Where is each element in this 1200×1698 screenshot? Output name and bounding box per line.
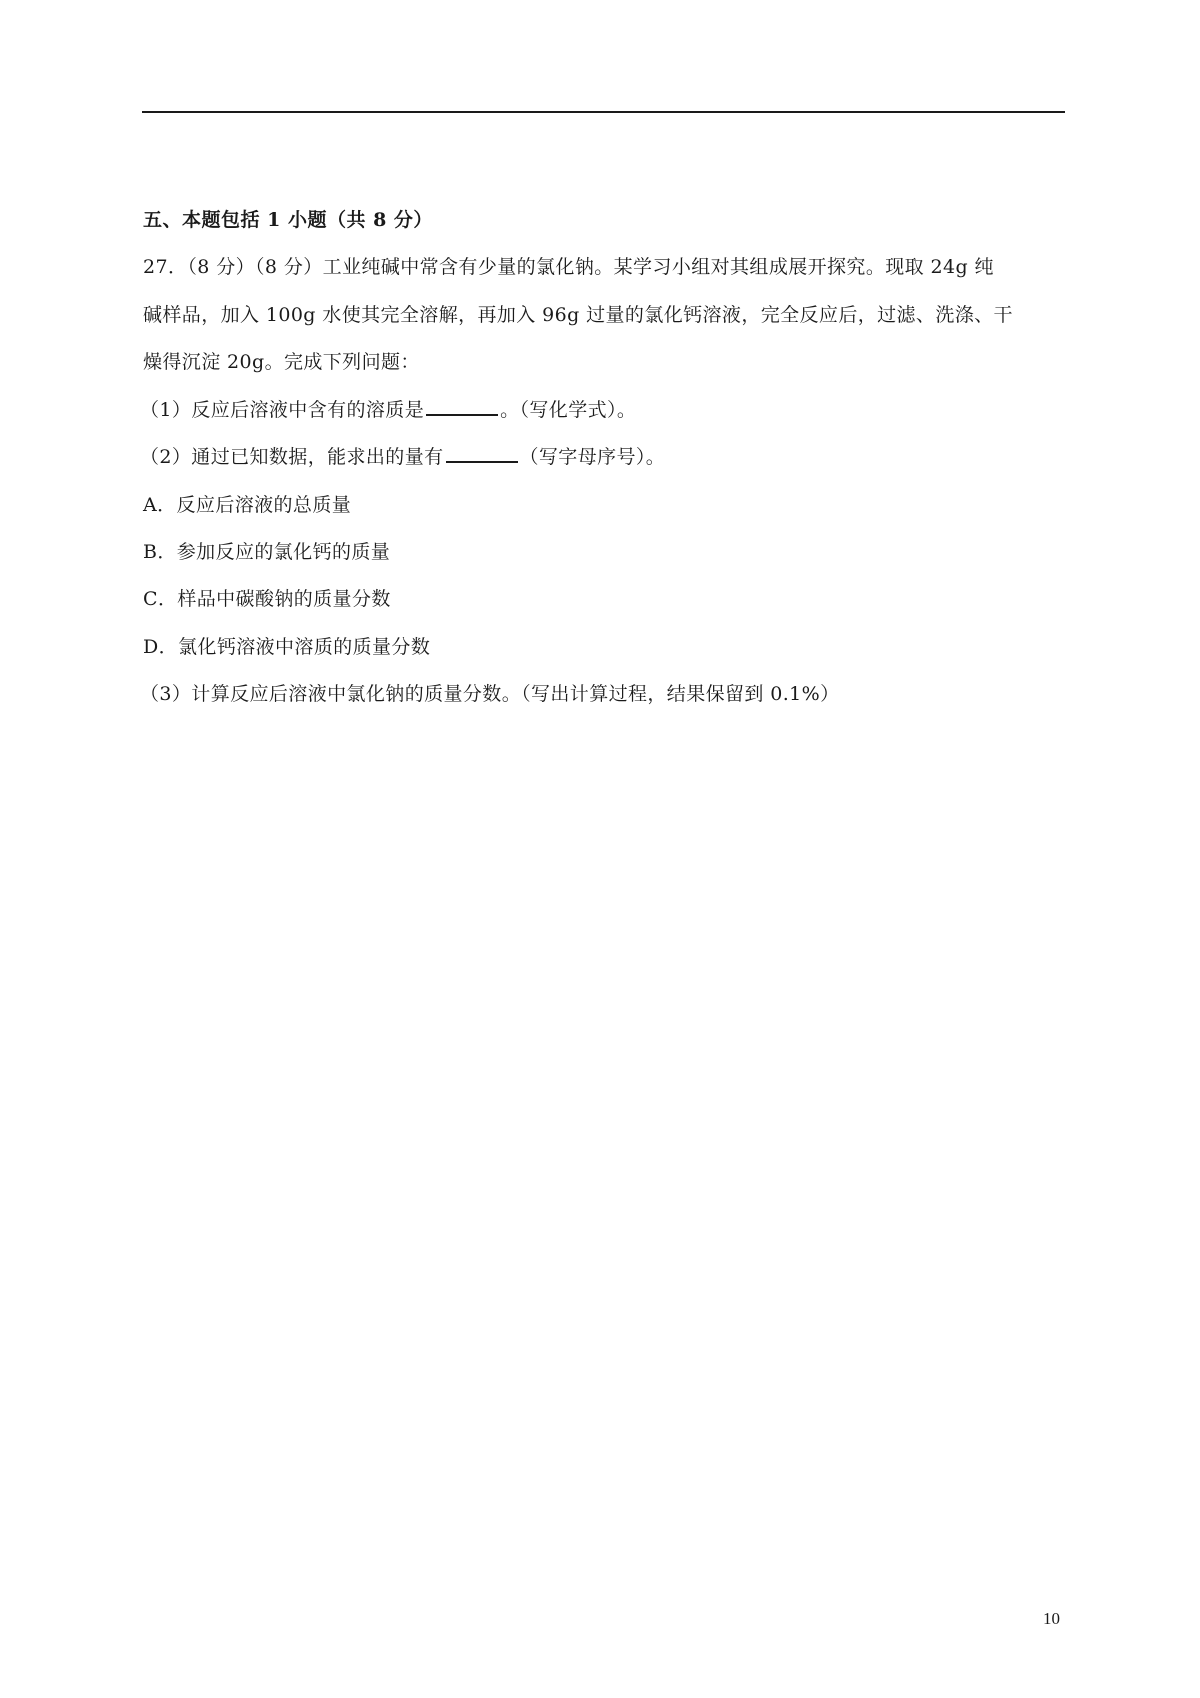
part-1-prompt: （1）反应后溶液中含有的溶质是 [140,399,425,421]
part-2-prompt: （2）通过已知数据，能求出的量有 [140,446,444,468]
part-2-suffix: （写字母序号）。 [519,446,666,468]
part-1-suffix: 。（写化学式）。 [500,399,637,421]
option-a: A．反应后溶液的总质量 [143,494,352,516]
answer-blank-1[interactable] [426,396,498,416]
header-rule [142,111,1065,113]
option-c: C．样品中碳酸钠的质量分数 [143,588,391,610]
section-heading: 五、本题包括 1 小题（共 8 分） [143,209,433,231]
question-stem-line-3: 燥得沉淀 20g。完成下列问题： [143,351,420,373]
part-3: （3）计算反应后溶液中氯化钠的质量分数。（写出计算过程，结果保留到 0.1%） [140,683,840,705]
part-2 [140,442,665,469]
answer-blank-2[interactable] [446,443,518,463]
question-stem-line-1: 27．（8 分）（8 分）工业纯碱中常含有少量的氯化钠。某学习小组对其组成展开探究。现取 24g 纯 [143,256,994,278]
question-stem-line-2: 碱样品，加入 100g 水使其完全溶解，再加入 96g 过量的氯化钙溶液，完全反应后，过滤、洗涤、干 [143,304,1013,326]
part-1 [140,395,636,422]
option-d: D．氯化钙溶液中溶质的质量分数 [143,636,431,658]
option-b: B．参加反应的氯化钙的质量 [143,541,391,563]
page-number: 10 [1043,1609,1060,1628]
